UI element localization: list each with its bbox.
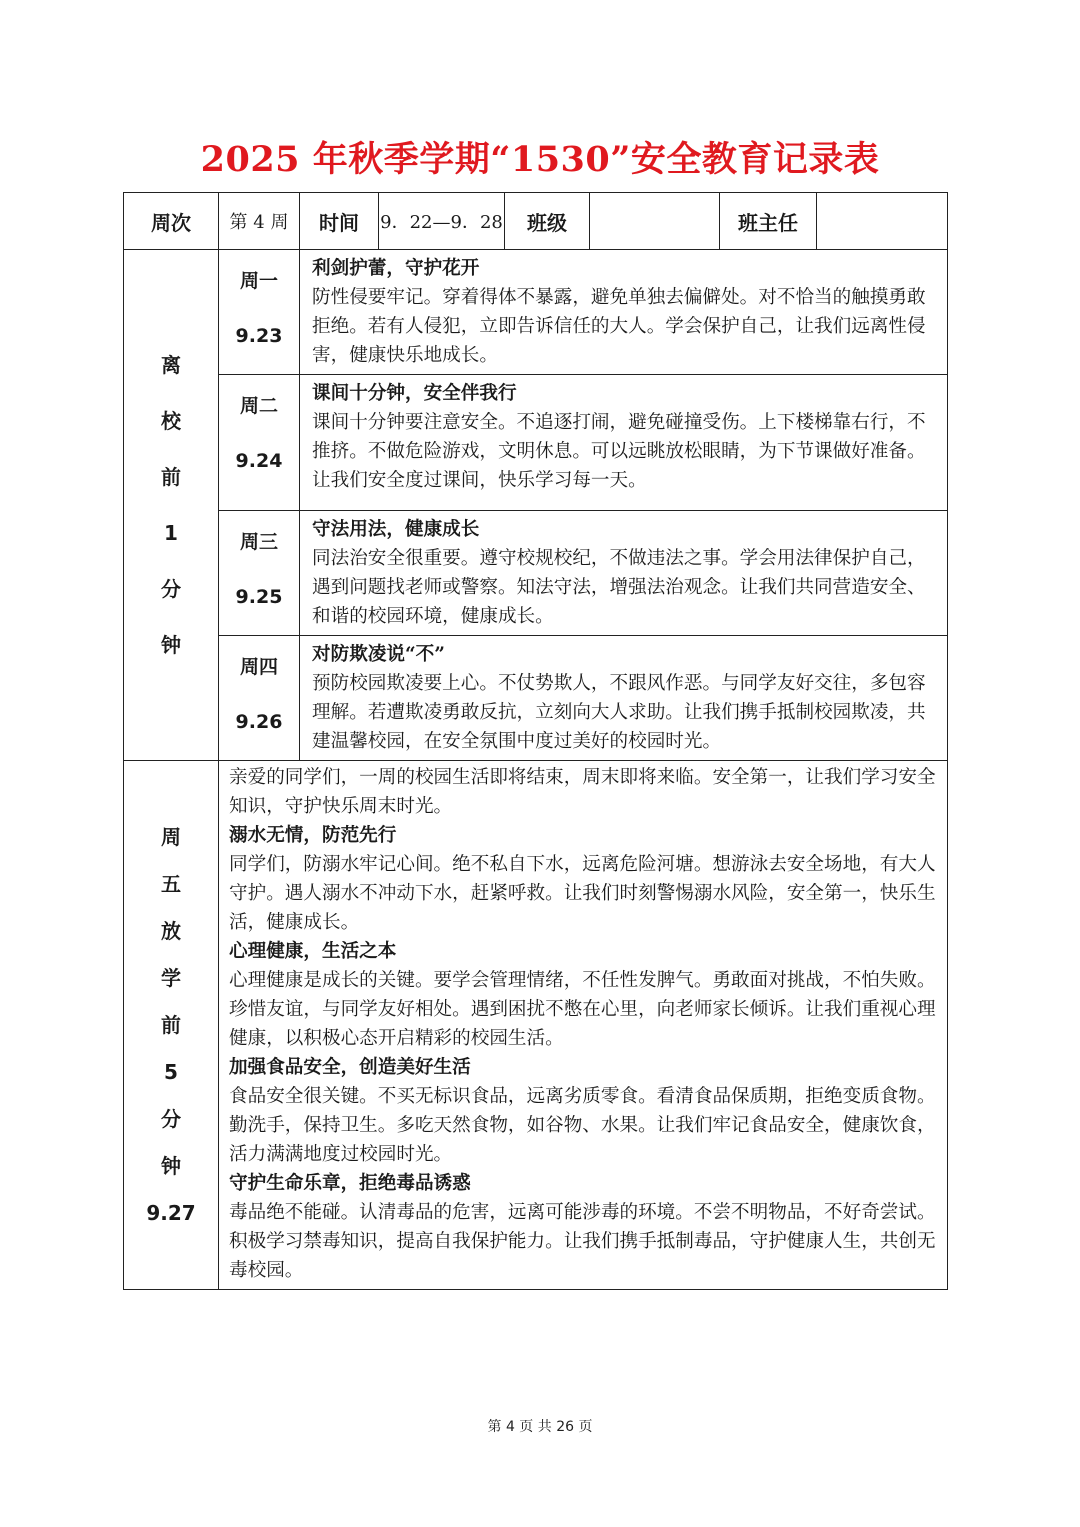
day-row-wednesday [124, 511, 948, 636]
day-cell [219, 375, 300, 511]
record-table [123, 192, 948, 1290]
day-content [300, 375, 948, 511]
topic-subtitle: 加强食品安全，创造美好生活 [229, 1057, 471, 1078]
day-date: 9.23 [235, 325, 283, 347]
friday-intro: 亲爱的同学们，一周的校园生活即将结束，周末即将来临。安全第一，让我们学习安全知识，守护快乐周末时光。 [229, 767, 936, 817]
day-content [300, 511, 948, 636]
day-row-tuesday [124, 375, 948, 511]
day-subtitle: 课间十分钟，安全伴我行 [312, 383, 517, 404]
topic-text: 食品安全很关键。不买无标识食品，远离劣质零食。看清食品保质期，拒绝变质食物。勤洗手，保持卫生。多吃天然食物，如谷物、水果。让我们牢记食品安全，健康饮食，活力满满地度过校园时光。 [229, 1086, 936, 1165]
day-cell [219, 636, 300, 761]
topic-text: 同学们，防溺水牢记心间。绝不私自下水，远离危险河塘。想游泳去安全场地，有大人守护。遇人溺水不冲动下水，赶紧呼救。让我们时刻警惕溺水风险，安全第一，快乐生活，健康成长。 [229, 854, 936, 933]
day-name: 周三 [239, 531, 278, 553]
section2-label-char: 前 [161, 1012, 181, 1037]
day-cell [219, 250, 300, 375]
time-label: 时间 [300, 193, 379, 250]
day-text: 课间十分钟要注意安全。不追逐打闹，避免碰撞受伤。上下楼梯靠右行，不推挤。不做危险游戏，文明休息。可以远眺放松眼睛，为下节课做好准备。让我们安全度过课间，快乐学习每一天。 [312, 412, 926, 491]
day-name: 周四 [239, 656, 278, 678]
day-date: 9.26 [235, 711, 283, 733]
friday-row [124, 761, 948, 1290]
topic-text: 心理健康是成长的关键。要学会管理情绪，不任性发脾气。勇敢面对挑战，不怕失败。珍惜友谊，与同学友好相处。遇到困扰不憋在心里，向老师家长倾诉。让我们重视心理健康，以积极心态开启精彩的校园生活。 [229, 970, 936, 1049]
section2-label-char: 周 [161, 824, 181, 849]
section1-label [124, 250, 219, 761]
section2-label-char: 钟 [161, 1153, 181, 1178]
section1-label-char: 1 [164, 521, 178, 545]
section1-label-char: 离 [161, 353, 181, 377]
day-text: 防性侵要牢记。穿着得体不暴露，避免单独去偏僻处。对不恰当的触摸勇敢拒绝。若有人侵犯，立即告诉信任的大人。学会保护自己，让我们远离性侵害，健康快乐地成长。 [312, 287, 926, 366]
teacher-value [817, 193, 948, 250]
day-cell [219, 511, 300, 636]
section2-label-char: 5 [164, 1059, 178, 1084]
section2-label-char: 分 [161, 1106, 181, 1131]
day-date: 9.25 [235, 586, 283, 608]
week-value: 第 4 周 [219, 193, 300, 250]
day-text: 同法治安全很重要。遵守校规校纪，不做违法之事。学会用法律保护自己，遇到问题找老师或警察。知法守法，增强法治观念。让我们共同营造安全、和谐的校园环境，健康成长。 [312, 548, 926, 627]
day-row-thursday [124, 636, 948, 761]
day-text: 预防校园欺凌要上心。不仗势欺人，不跟风作恶。与同学友好交往，多包容理解。若遭欺凌勇敢反抗，立刻向大人求助。让我们携手抵制校园欺凌，共建温馨校园，在安全氛围中度过美好的校园时光。 [312, 673, 926, 752]
day-subtitle: 对防欺凌说“不” [312, 644, 445, 665]
teacher-label: 班主任 [720, 193, 817, 250]
topic-subtitle: 守护生命乐章，拒绝毒品诱惑 [229, 1173, 471, 1194]
class-label: 班级 [505, 193, 590, 250]
page-footer: 第 4 页 共 26 页 [487, 1419, 593, 1435]
section1-label-char: 分 [161, 577, 181, 601]
section1-label-char: 校 [161, 409, 181, 433]
section2-label-date: 9.27 [146, 1200, 196, 1225]
day-content [300, 636, 948, 761]
day-content [300, 250, 948, 375]
document-title: 2025 年秋季学期“1530”安全教育记录表 [200, 139, 880, 180]
day-name: 周一 [239, 270, 278, 292]
topic-subtitle: 溺水无情，防范先行 [229, 825, 397, 846]
time-value: 9．22—9．28 [379, 193, 505, 250]
topic-subtitle: 心理健康，生活之本 [229, 941, 397, 962]
day-subtitle: 守法用法，健康成长 [312, 519, 480, 540]
friday-content [219, 761, 948, 1290]
header-row [124, 193, 948, 250]
day-date: 9.24 [235, 450, 283, 472]
week-label: 周次 [124, 193, 219, 250]
section2-label [124, 761, 219, 1290]
class-value [590, 193, 720, 250]
day-name: 周二 [239, 395, 278, 417]
day-subtitle: 利剑护蕾，守护花开 [312, 258, 480, 279]
section2-label-char: 放 [161, 918, 181, 943]
topic-text: 毒品绝不能碰。认清毒品的危害，远离可能涉毒的环境。不尝不明物品，不好奇尝试。积极学习禁毒知识，提高自我保护能力。让我们携手抵制毒品，守护健康人生，共创无毒校园。 [229, 1202, 936, 1281]
section2-label-char: 五 [161, 871, 181, 896]
section2-label-char: 学 [161, 965, 181, 990]
section1-label-char: 前 [161, 465, 181, 489]
day-row-monday [124, 250, 948, 375]
section1-label-char: 钟 [161, 633, 181, 657]
